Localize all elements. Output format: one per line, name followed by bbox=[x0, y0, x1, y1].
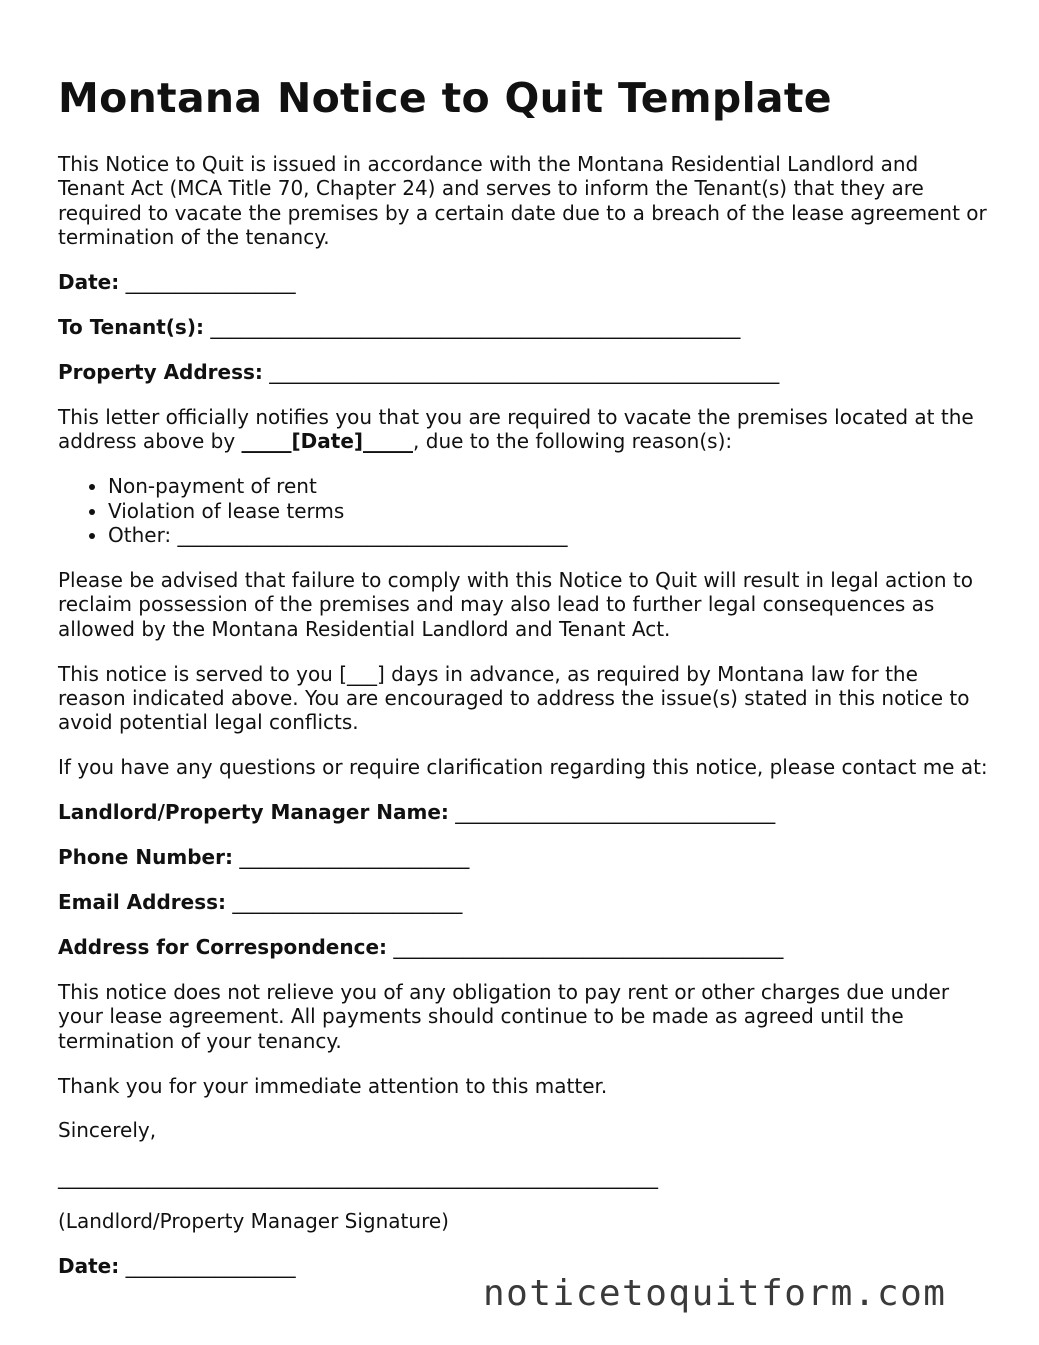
property-address-field bbox=[58, 360, 988, 384]
intro-paragraph: This Notice to Quit is issued in accordance with the Montana Residential Landlord and Tenant Act (MCA Title 70, Chapter 24) and serves to inform the Tenant(s) that they are required to vacate the premises by a certain date due to a breach of the lease agreement or termination of the tenancy. bbox=[58, 152, 987, 250]
phone-blank: _______________________ bbox=[239, 845, 470, 870]
list-item: • Other: _______________________________________ bbox=[108, 523, 988, 547]
notify-text-before: This letter officially notifies you that you are required to vacate the premises located at the address above by bbox=[58, 404, 974, 454]
tenant-label: To Tenant(s): bbox=[58, 315, 204, 340]
notify-paragraph bbox=[58, 405, 988, 454]
date-label: Date: bbox=[58, 270, 120, 295]
correspondence-address-field bbox=[58, 935, 988, 959]
property-address-blank: ___________________________________________________ bbox=[269, 359, 780, 384]
email-field bbox=[58, 890, 988, 914]
signature-date-label: Date: bbox=[58, 1254, 120, 1279]
site-watermark: noticetoquitform.com bbox=[483, 1273, 947, 1314]
date-field bbox=[58, 270, 988, 294]
tenant-blank: _____________________________________________________ bbox=[210, 315, 741, 340]
tenant-field bbox=[58, 315, 988, 339]
closing-text: Sincerely, bbox=[58, 1118, 157, 1143]
advisory-paragraph: Please be advised that failure to comply with this Notice to Quit will result in legal action to reclaim possession of the premises and may also lead to further legal consequences as allowed by the Montana Residential Landlord and Tenant Act. bbox=[58, 567, 973, 641]
reasons-list bbox=[58, 474, 988, 547]
list-item: • Violation of lease terms bbox=[108, 499, 988, 523]
questions-paragraph: If you have any questions or require clarification regarding this notice, please contact me at: bbox=[58, 755, 988, 780]
phone-field bbox=[58, 845, 988, 869]
document-page bbox=[58, 72, 988, 1299]
email-blank: _______________________ bbox=[232, 890, 463, 915]
date-blank: _________________ bbox=[125, 270, 296, 295]
correspondence-address-label: Address for Correspondence: bbox=[58, 934, 388, 959]
manager-name-label: Landlord/Property Manager Name: bbox=[58, 800, 449, 825]
notify-date-placeholder: _____[Date]_____ bbox=[241, 429, 414, 454]
phone-label: Phone Number: bbox=[58, 845, 233, 870]
email-label: Email Address: bbox=[58, 890, 227, 915]
correspondence-address-blank: _______________________________________ bbox=[393, 934, 784, 959]
signature-date-blank: _________________ bbox=[125, 1254, 296, 1279]
advance-notice-paragraph: This notice is served to you [___] days in advance, as required by Montana law for the reason indicated above. You are encouraged to address the issue(s) stated in this notice to avoid potential legal conflicts. bbox=[58, 661, 970, 735]
signature-line: ____________________________________________________________ bbox=[58, 1164, 658, 1189]
manager-name-blank: ________________________________ bbox=[455, 800, 776, 825]
notify-text-after: , due to the following reason(s): bbox=[413, 429, 733, 454]
thanks-paragraph: Thank you for your immediate attention to this matter. bbox=[58, 1073, 608, 1098]
manager-name-field bbox=[58, 800, 988, 824]
property-address-label: Property Address: bbox=[58, 359, 263, 384]
page-title: Montana Notice to Quit Template bbox=[58, 74, 832, 122]
list-item: • Non-payment of rent bbox=[108, 474, 988, 498]
obligation-paragraph: This notice does not relieve you of any obligation to pay rent or other charges due under your lease agreement. All payments should continue to be made as agreed until the termination of your tenancy. bbox=[58, 979, 950, 1053]
signature-caption: (Landlord/Property Manager Signature) bbox=[58, 1209, 449, 1234]
